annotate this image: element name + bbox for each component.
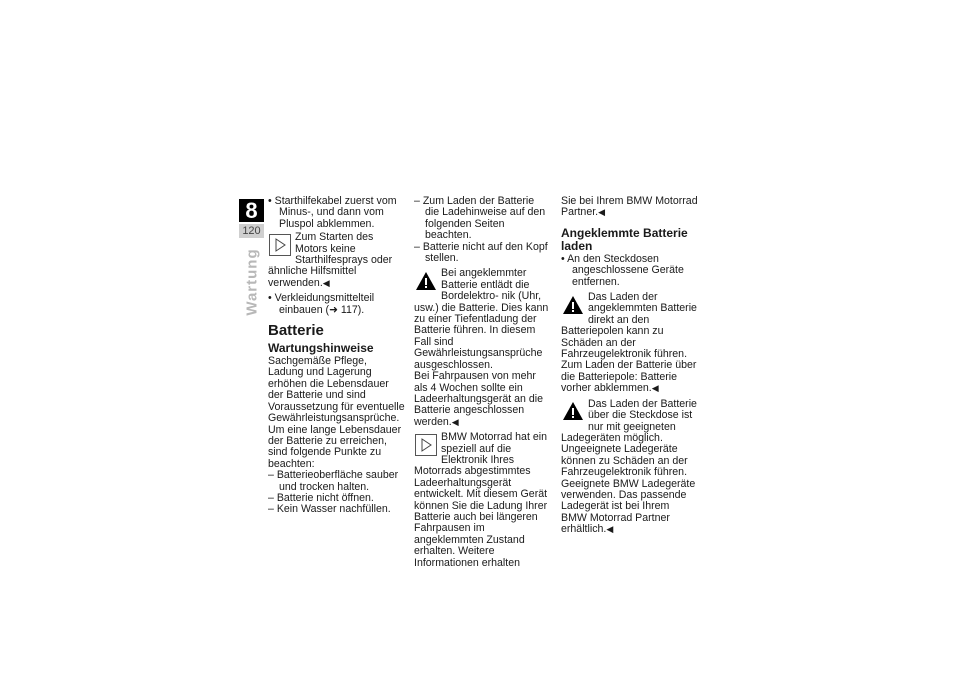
note-arrow-icon — [414, 433, 437, 456]
bullet-fairing: • Verkleidungsmittelteil einbauen (➜ 117). — [268, 292, 375, 316]
note-arrow-icon — [268, 233, 291, 256]
section-side-label: Wartung — [243, 248, 261, 316]
warning-discharge: Bei angeklemmter Batterie entlädt die Bordelektro- nik (Uhr, usw.) die Batterie. Dies kann zu einer Tiefentladung der Batterie führen. In diesem Fall sind Gewährleistungsansprüche ausgeschlossen. — [414, 267, 549, 371]
dash-item: – Kein Wasser nachfüllen. — [268, 503, 391, 516]
column-2 — [414, 196, 551, 569]
paragraph-suitable-chargers: Geeignete BMW Ladegeräte verwenden. Das passende Ladegerät ist bei Ihrem BMW Motorrad Partner erhältlich.◀ — [561, 477, 696, 536]
page-number: 120 — [239, 224, 264, 238]
note-starter-spray: Zum Starten des Motors keine Starthilfesprays oder ähnliche Hilfsmittel verwenden.◀ — [268, 231, 393, 289]
chapter-tab — [239, 199, 264, 239]
chapter-number: 8 — [239, 199, 264, 222]
end-mark-icon: ◀ — [451, 416, 459, 427]
section-heading-batterie: Batterie — [268, 322, 324, 340]
note-charger: BMW Motorrad hat ein speziell auf die Elektronik Ihres Motorrads abgestimmtes Ladeerhaltungsgerät entwickelt. Mit diesem Gerät können Sie die Ladung Ihrer Batterie auch bei längeren Fahrpausen im angeklemmten Zustand erhalten. Weitere Informationen erhalten — [414, 431, 548, 569]
end-mark-icon: ◀ — [651, 383, 659, 394]
warning-socket-charging: Das Laden der Batterie über die Steckdose ist nur mit geeigneten Ladegeräten möglich. Ungeeignete Ladegeräte können zu Schäden an der Fahrzeugelektronik führen. — [561, 397, 697, 479]
bullet-remove-devices: • An den Steckdosen angeschlossene Geräte entfernen. — [561, 252, 684, 288]
end-mark-icon: ◀ — [322, 277, 330, 288]
end-mark-icon: ◀ — [598, 207, 606, 218]
end-mark-icon: ◀ — [606, 524, 614, 535]
column-3 — [561, 196, 698, 536]
column-1 — [268, 196, 405, 516]
subheading-angeklemmte-batterie: Angeklemmte Batterie laden — [561, 225, 688, 253]
paragraph-charging-pause: Bei Fahrpausen von mehr als 4 Wochen sollte ein Ladeerhaltungsgerät an die Batterie angeschlossen werden.◀ — [414, 370, 543, 428]
paragraph-disconnect: Zum Laden der Batterie über die Batteriepole: Batterie vorher abklemmen.◀ — [561, 359, 697, 395]
subheading-wartungshinweise: Wartungshinweise — [268, 341, 374, 356]
dash-item: – Zum Laden der Batterie die Ladehinweise auf den folgenden Seiten beachten. — [414, 195, 546, 242]
dash-item: – Batterie nicht auf den Kopf stellen. — [414, 240, 548, 265]
dash-item: – Batterie nicht öffnen. — [268, 491, 374, 504]
dash-item: – Batterieoberfläche sauber und trocken halten. — [268, 469, 399, 493]
warning-direct-charging: Das Laden der angeklemmten Batterie direkt an den Batteriepolen kann zu Schäden an der Fahrzeugelektronik führen. — [561, 291, 697, 361]
warning-triangle-icon — [561, 293, 584, 316]
paragraph-care: Sachgemäße Pflege, Ladung und Lagerung erhöhen die Lebensdauer der Batterie und sind Voraussetzung für eventuelle Gewährleistungsansprüche. — [268, 355, 405, 425]
warning-triangle-icon — [414, 269, 437, 292]
warning-triangle-icon — [561, 400, 584, 423]
paragraph-continuation: Sie bei Ihrem BMW Motorrad Partner.◀ — [561, 195, 698, 219]
bullet-jumper-cable: • Starthilfekabel zuerst vom Minus-, und dann vom Pluspol abklemmen. — [268, 195, 397, 230]
paragraph-lifetime: Um eine lange Lebensdauer der Batterie zu erreichen, sind folgende Punkte zu beachten: — [268, 423, 402, 470]
